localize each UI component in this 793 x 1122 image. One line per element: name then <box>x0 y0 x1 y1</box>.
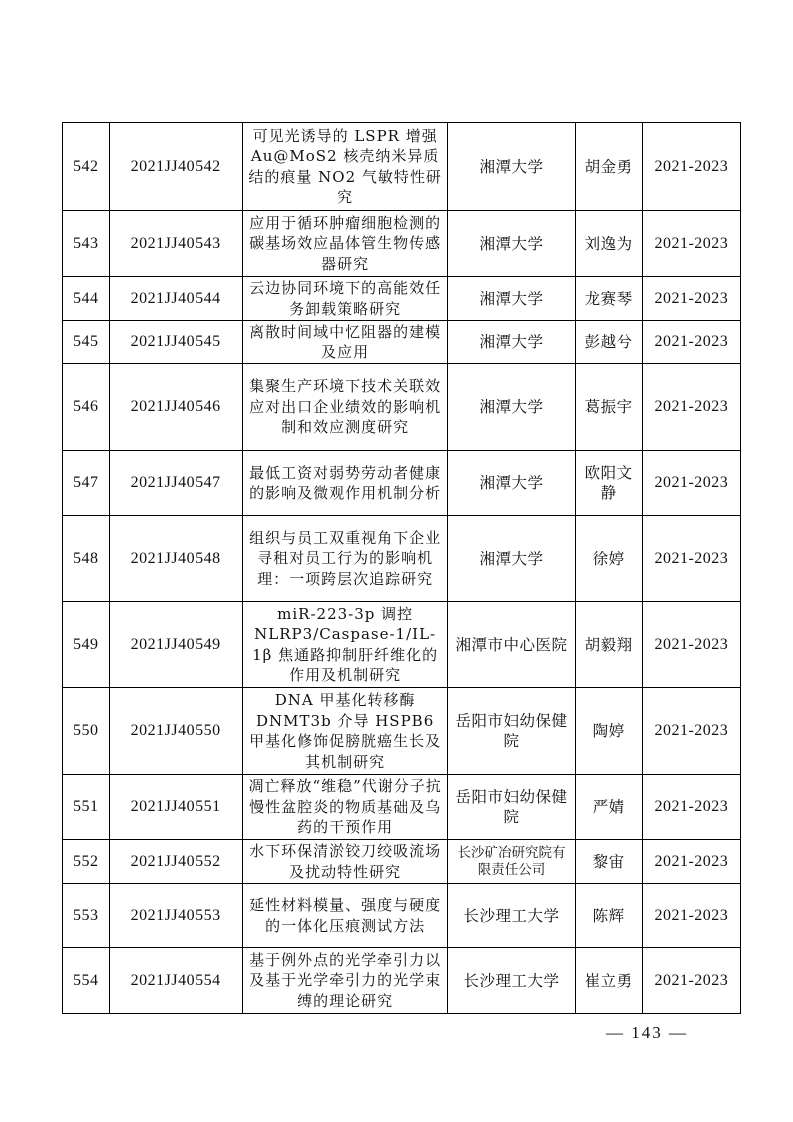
table-row <box>63 516 741 602</box>
principal-investigator: 胡毅翔 <box>575 602 642 688</box>
project-title: 应用于循环肿瘤细胞检测的碳基场效应晶体管生物传感器研究 <box>242 211 448 277</box>
principal-investigator: 胡金勇 <box>575 123 642 211</box>
project-code: 2021JJ40544 <box>109 277 242 321</box>
project-title: 集聚生产环境下技术关联效应对出口企业绩效的影响机制和效应测度研究 <box>242 364 448 451</box>
project-period: 2021-2023 <box>642 451 740 516</box>
project-title: 可见光诱导的 LSPR 增强 Au@MoS2 核壳纳米异质结的痕量 NO2 气敏特性研究 <box>242 123 448 211</box>
project-title: 延性材料模量、强度与硬度的一体化压痕测试方法 <box>242 884 448 948</box>
table-row <box>63 688 741 775</box>
project-code: 2021JJ40547 <box>109 451 242 516</box>
project-period: 2021-2023 <box>642 516 740 602</box>
principal-investigator: 黎宙 <box>575 840 642 884</box>
table-row <box>63 277 741 321</box>
project-code: 2021JJ40553 <box>109 884 242 948</box>
principal-investigator: 徐婷 <box>575 516 642 602</box>
project-code: 2021JJ40550 <box>109 688 242 775</box>
table-row <box>63 775 741 840</box>
project-title: miR-223-3p 调控 NLRP3/Caspase-1/IL-1β 焦通路抑制肝纤维化的作用及机制研究 <box>242 602 448 688</box>
project-code: 2021JJ40542 <box>109 123 242 211</box>
project-code: 2021JJ40554 <box>109 948 242 1014</box>
row-number: 543 <box>63 211 110 277</box>
institution: 湘潭大学 <box>448 364 575 451</box>
row-number: 553 <box>63 884 110 948</box>
institution: 岳阳市妇幼保健院 <box>448 688 575 775</box>
institution: 湘潭市中心医院 <box>448 602 575 688</box>
project-period: 2021-2023 <box>642 602 740 688</box>
table-row <box>63 364 741 451</box>
project-code: 2021JJ40545 <box>109 321 242 364</box>
principal-investigator: 彭越兮 <box>575 321 642 364</box>
project-code: 2021JJ40549 <box>109 602 242 688</box>
row-number: 545 <box>63 321 110 364</box>
principal-investigator: 陶婷 <box>575 688 642 775</box>
project-period: 2021-2023 <box>642 840 740 884</box>
row-number: 544 <box>63 277 110 321</box>
table-row <box>63 948 741 1014</box>
institution: 湘潭大学 <box>448 277 575 321</box>
table-row <box>63 602 741 688</box>
institution: 长沙理工大学 <box>448 948 575 1014</box>
institution: 湘潭大学 <box>448 123 575 211</box>
project-code: 2021JJ40546 <box>109 364 242 451</box>
institution: 岳阳市妇幼保健院 <box>448 775 575 840</box>
institution: 湘潭大学 <box>448 211 575 277</box>
row-number: 542 <box>63 123 110 211</box>
project-period: 2021-2023 <box>642 948 740 1014</box>
table-row <box>63 321 741 364</box>
project-title: 基于例外点的光学牵引力以及基于光学牵引力的光学束缚的理论研究 <box>242 948 448 1014</box>
principal-investigator: 龙赛琴 <box>575 277 642 321</box>
principal-investigator: 葛振宇 <box>575 364 642 451</box>
project-period: 2021-2023 <box>642 277 740 321</box>
row-number: 551 <box>63 775 110 840</box>
row-number: 547 <box>63 451 110 516</box>
table-row <box>63 840 741 884</box>
project-table <box>62 122 741 1014</box>
project-title: 离散时间域中忆阻器的建模及应用 <box>242 321 448 364</box>
principal-investigator: 欧阳文静 <box>575 451 642 516</box>
institution: 湘潭大学 <box>448 451 575 516</box>
principal-investigator: 陈辉 <box>575 884 642 948</box>
project-period: 2021-2023 <box>642 775 740 840</box>
project-period: 2021-2023 <box>642 364 740 451</box>
row-number: 546 <box>63 364 110 451</box>
project-period: 2021-2023 <box>642 688 740 775</box>
project-code: 2021JJ40552 <box>109 840 242 884</box>
table-row <box>63 123 741 211</box>
institution: 长沙理工大学 <box>448 884 575 948</box>
project-title: 最低工资对弱势劳动者健康的影响及微观作用机制分析 <box>242 451 448 516</box>
row-number: 548 <box>63 516 110 602</box>
project-period: 2021-2023 <box>642 321 740 364</box>
institution: 湘潭大学 <box>448 321 575 364</box>
project-period: 2021-2023 <box>642 211 740 277</box>
row-number: 549 <box>63 602 110 688</box>
institution: 长沙矿冶研究院有限责任公司 <box>448 840 575 884</box>
project-code: 2021JJ40548 <box>109 516 242 602</box>
project-title: 水下环保清淤铰刀绞吸流场及扰动特性研究 <box>242 840 448 884</box>
table-row <box>63 211 741 277</box>
table-row <box>63 451 741 516</box>
project-period: 2021-2023 <box>642 884 740 948</box>
project-title: 组织与员工双重视角下企业寻租对员工行为的影响机理：一项跨层次追踪研究 <box>242 516 448 602</box>
principal-investigator: 严婧 <box>575 775 642 840</box>
project-code: 2021JJ40543 <box>109 211 242 277</box>
institution: 湘潭大学 <box>448 516 575 602</box>
page-number: — 143 — <box>606 1023 688 1042</box>
principal-investigator: 崔立勇 <box>575 948 642 1014</box>
project-title: 云边协同环境下的高能效任务卸载策略研究 <box>242 277 448 321</box>
table-row <box>63 884 741 948</box>
project-title: 凋亡释放“维稳”代谢分子抗慢性盆腔炎的物质基础及乌药的干预作用 <box>242 775 448 840</box>
project-period: 2021-2023 <box>642 123 740 211</box>
row-number: 550 <box>63 688 110 775</box>
principal-investigator: 刘逸为 <box>575 211 642 277</box>
row-number: 552 <box>63 840 110 884</box>
project-title: DNA 甲基化转移酶 DNMT3b 介导 HSPB6 甲基化修饰促膀胱癌生长及其机制研究 <box>242 688 448 775</box>
project-code: 2021JJ40551 <box>109 775 242 840</box>
row-number: 554 <box>63 948 110 1014</box>
